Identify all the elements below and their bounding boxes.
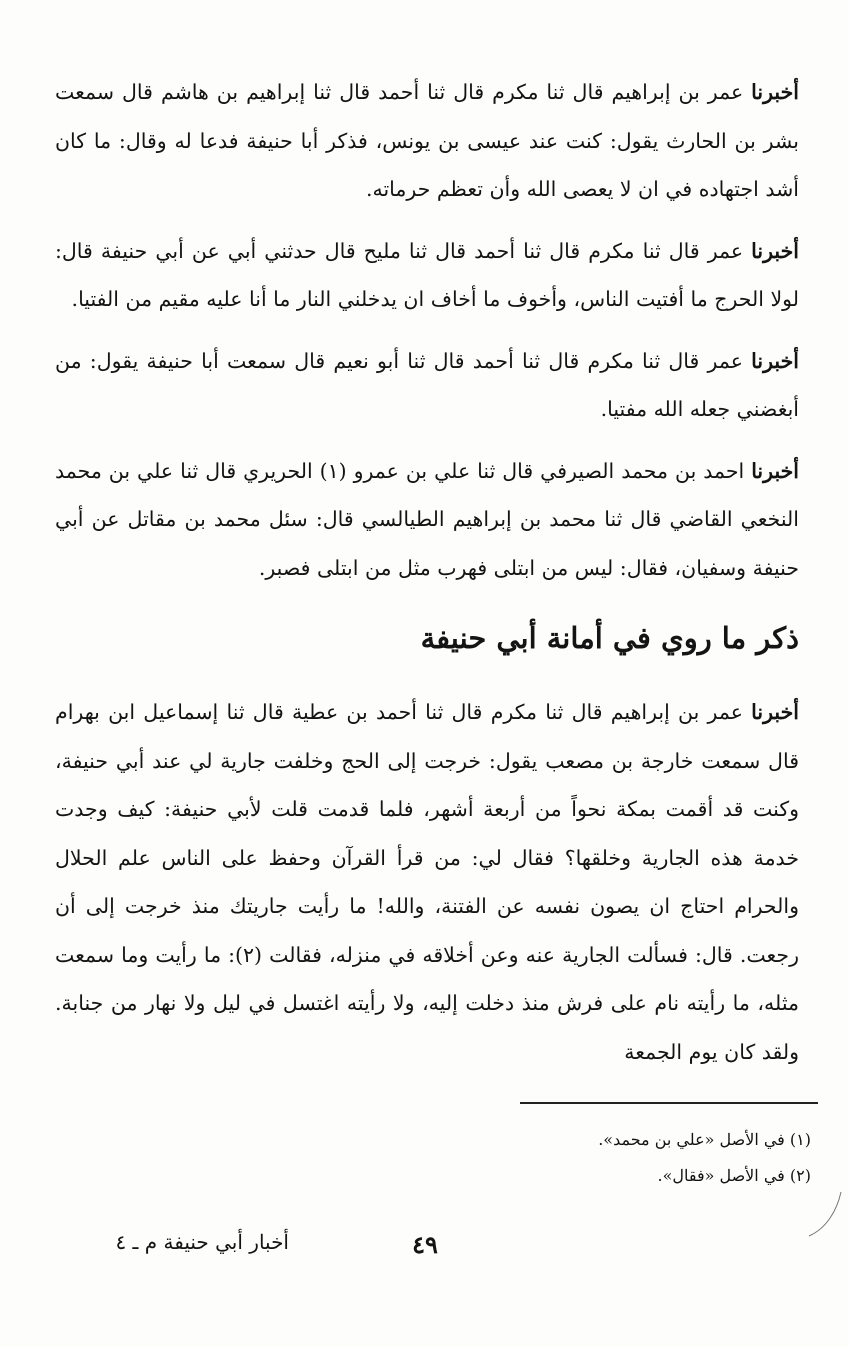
section-heading: ذكر ما روي في أمانة أبي حنيفة xyxy=(420,621,799,655)
paragraph-text: احمد بن محمد الصيرفي قال ثنا علي بن عمرو (١) الحريري قال ثنا علي بن محمد النخعي القاضي قال ثنا محمد بن إبراهيم الطيالسي قال: سئل محمد بن مقاتل عن أبي حنيفة وسفيان، فقال: ليس من ابتلى فهرب مثل من ابتلى فصبر. xyxy=(55,458,799,580)
paragraph-3 xyxy=(55,337,799,434)
paragraph-keyword: أخبرنا xyxy=(751,458,800,483)
paragraph-2 xyxy=(55,227,799,324)
paragraph-keyword: أخبرنا xyxy=(751,238,799,263)
page-number: ٤٩ xyxy=(412,1230,438,1259)
paragraph-keyword: أخبرنا xyxy=(751,80,799,104)
paragraph-keyword: أخبرنا xyxy=(751,348,799,373)
section-paragraph xyxy=(55,688,799,1076)
printer-signature: أخبار أبي حنيفة م ـ ٤ xyxy=(115,1230,289,1254)
footnotes xyxy=(291,1122,811,1194)
paragraph-keyword: أخبرنا xyxy=(751,700,799,724)
paragraph-1 xyxy=(55,68,799,214)
paragraph-text: عمر قال ثنا مكرم قال ثنا أحمد قال ثنا أبو نعيم قال سمعت أبا حنيفة يقول: من أبغضني جعله الله مفتيا. xyxy=(55,348,799,421)
footnote-divider xyxy=(520,1102,818,1104)
paragraph-text: عمر قال ثنا مكرم قال ثنا أحمد قال ثنا مليح قال حدثني أبي عن أبي حنيفة قال: لولا الحرج ما أفتيت الناس، وأخوف ما أخاف ان يدخلني النار ما أنا عليه مقيم من الفتيا. xyxy=(55,238,799,311)
footnote-1: (١) في الأصل «علي بن محمد». xyxy=(598,1130,811,1149)
paragraph-4 xyxy=(55,447,799,593)
footnote-2: (٢) في الأصل «فقال». xyxy=(657,1166,811,1185)
paragraph-text: عمر بن إبراهيم قال ثنا مكرم قال ثنا أحمد قال ثنا إبراهيم بن هاشم قال سمعت بشر بن الحارث يقول: كنت عند عيسى بن يونس، فذكر أبا حنيفة فدعا له وقال: ما كان أشد اجتهاده في ان لا يعصى الله وأن تعظم حرماته. xyxy=(55,80,799,201)
main-text xyxy=(55,68,799,1089)
paragraph-text: عمر بن إبراهيم قال ثنا مكرم قال ثنا أحمد بن عطية قال ثنا إسماعيل ابن بهرام قال سمعت خارجة بن مصعب يقول: خرجت إلى الحج وخلفت جارية لي عند أبي حنيفة، وكنت قد أقمت بمكة نحواً من أربعة أشهر، فلما قدمت قلت لأبي حنيفة: كيف وجدت خدمة هذه الجارية وخلقها؟ فقال لي: من قرأ القرآن وحفظ على الناس علم الحلال والحرام احتاج ان يصون نفسه عن الفتنة، والله! ما رأيت جاريتك منذ خرجت إلى أن رجعت. قال: فسألت الجارية عنه وعن أخلاقه في منزله، فقالت (٢): ما رأيت وما سمعت مثله، ما رأيته نام على فرش منذ دخلت إليه، ولا رأيته اغتسل في ليل ولا نهار من جنابة. ولقد كان يوم الجمعة xyxy=(55,700,799,1064)
scan-mark xyxy=(807,1190,843,1240)
